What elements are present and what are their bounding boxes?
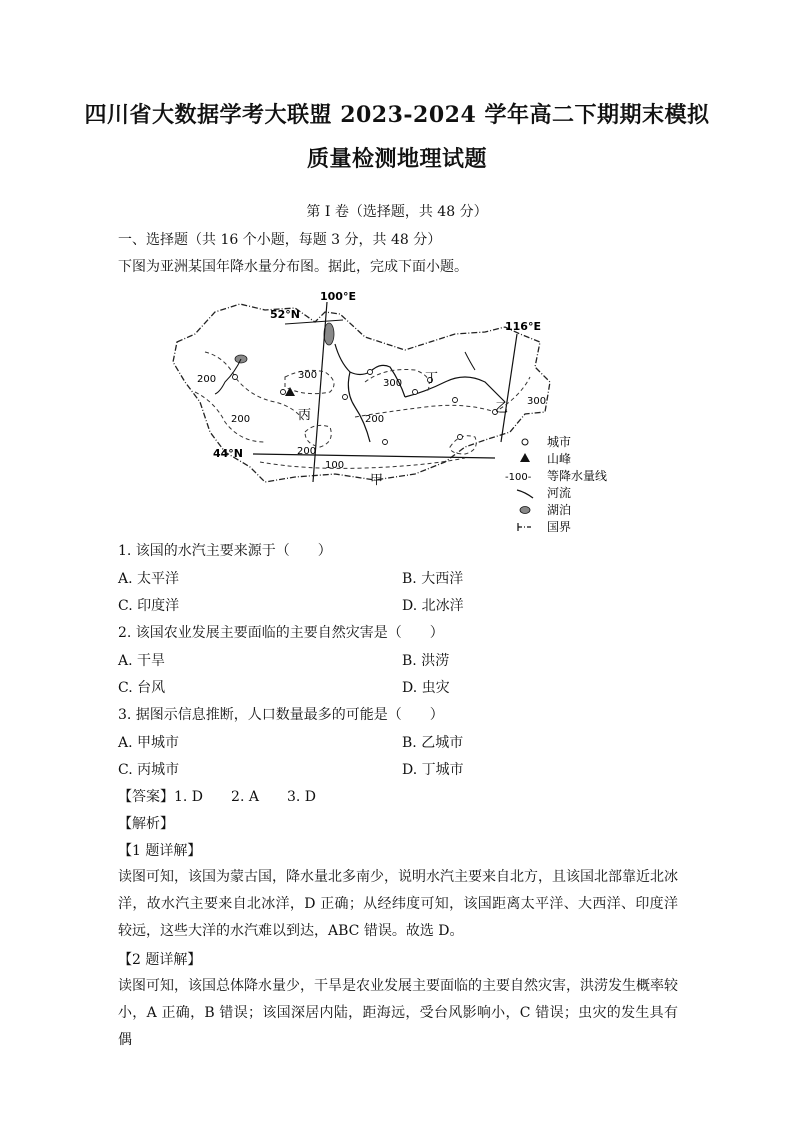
q3-option-d: D. 丁城市 xyxy=(402,762,464,778)
exam-title-line1: 四川省大数据学考大联盟 2023-2024 学年高二下期期末模拟 xyxy=(84,102,710,128)
legend-peak-icon xyxy=(520,453,530,462)
meridian-116e xyxy=(501,334,517,442)
place-yi: 乙 xyxy=(495,401,509,416)
q1-option-d: D. 北冰洋 xyxy=(402,598,464,614)
river xyxy=(465,352,475,370)
isohyet-label: 200 xyxy=(197,374,217,385)
q1-option-a: A. 太平洋 xyxy=(118,571,180,587)
detail-1-label: 【1 题详解】 xyxy=(118,843,202,859)
detail-2-label: 【2 题详解】 xyxy=(118,952,202,968)
q1-option-c: C. 印度洋 xyxy=(118,598,180,614)
river xyxy=(348,372,370,442)
isohyet-label: 100 xyxy=(325,460,345,471)
legend-lake-icon xyxy=(520,507,530,514)
legend-isohyet-symbol: -100- xyxy=(505,472,532,483)
place-ding: 丁 xyxy=(425,371,439,386)
lat-label: 44°N xyxy=(213,447,244,460)
place-jia: 甲 xyxy=(370,473,384,488)
isohyet-label: 300 xyxy=(527,396,547,407)
isohyet-label: 200 xyxy=(365,414,385,425)
isohyet-label: 300 xyxy=(383,378,403,389)
question-3-stem: 3. 据图示信息推断，人口数量最多的可能是（ ） xyxy=(118,707,444,723)
answer-text: 1. D 2. A 3. D xyxy=(174,789,316,805)
question-intro: 下图为亚洲某国年降水量分布图。据此，完成下面小题。 xyxy=(118,259,468,275)
lon-label: 116°E xyxy=(505,320,541,333)
q1-option-b: B. 大西洋 xyxy=(402,571,464,587)
legend-isohyet: 等降水量线 xyxy=(547,469,608,483)
legend-border: 国界 xyxy=(547,520,572,532)
question-1-stem: 1. 该国的水汽主要来源于（ ） xyxy=(118,543,332,559)
q2-option-d: D. 虫灾 xyxy=(402,680,450,696)
question-2-stem: 2. 该国农业发展主要面临的主要自然灾害是（ ） xyxy=(118,625,444,641)
lat-label: 52°N xyxy=(270,308,301,321)
map-legend xyxy=(505,435,607,532)
mountain-peak-icon xyxy=(285,387,295,396)
q2-option-a: A. 干旱 xyxy=(118,653,166,669)
legend-peak: 山峰 xyxy=(547,452,572,466)
legend-river-icon xyxy=(517,490,533,498)
section-heading: 一、选择题（共 16 个小题，每题 3 分，共 48 分） xyxy=(118,232,442,248)
legend-city: 城市 xyxy=(547,435,572,449)
analysis-label: 【解析】 xyxy=(118,816,174,832)
q3-option-c: C. 丙城市 xyxy=(118,762,180,778)
detail-2-text: 读图可知，该国总体降水量少，干旱是农业发展主要面临的主要自然灾害，洪涝发生概率较小，A 正确，B 错误；该国深居内陆，距海远，受台风影响小，C 错误；虫灾的发生具有偶 xyxy=(118,978,678,1048)
legend-lake: 湖泊 xyxy=(547,503,572,517)
isohyet-label: 200 xyxy=(297,446,317,457)
legend-river: 河流 xyxy=(547,486,572,500)
detail-1-text: 读图可知，该国为蒙古国，降水量北多南少，说明水汽主要来自北方，且该国北部靠近北冰洋，故水汽主要来自北冰洋，D 正确；从经纬度可知，该国距离太平洋、大西洋、印度洋较远，这些大洋的水汽难以到达，ABC 错误。故选 D。 xyxy=(118,869,678,939)
isohyet xyxy=(305,425,331,447)
q3-option-b: B. 乙城市 xyxy=(402,735,464,751)
part-heading: 第 I 卷（选择题，共 48 分） xyxy=(306,204,488,220)
q3-option-a: A. 甲城市 xyxy=(118,735,180,751)
place-bing: 丙 xyxy=(298,408,312,423)
q2-option-c: C. 台风 xyxy=(118,680,166,696)
parallel-44n xyxy=(253,454,495,458)
q2-option-b: B. 洪涝 xyxy=(402,653,450,669)
lon-label: 100°E xyxy=(320,290,356,303)
answer-label: 【答案】 xyxy=(118,789,174,805)
isohyet-label: 200 xyxy=(231,414,251,425)
isohyet-label: 300 xyxy=(298,370,318,381)
exam-title-line2: 质量检测地理试题 xyxy=(306,146,487,172)
precipitation-map xyxy=(165,282,625,532)
answer-line xyxy=(118,788,316,806)
